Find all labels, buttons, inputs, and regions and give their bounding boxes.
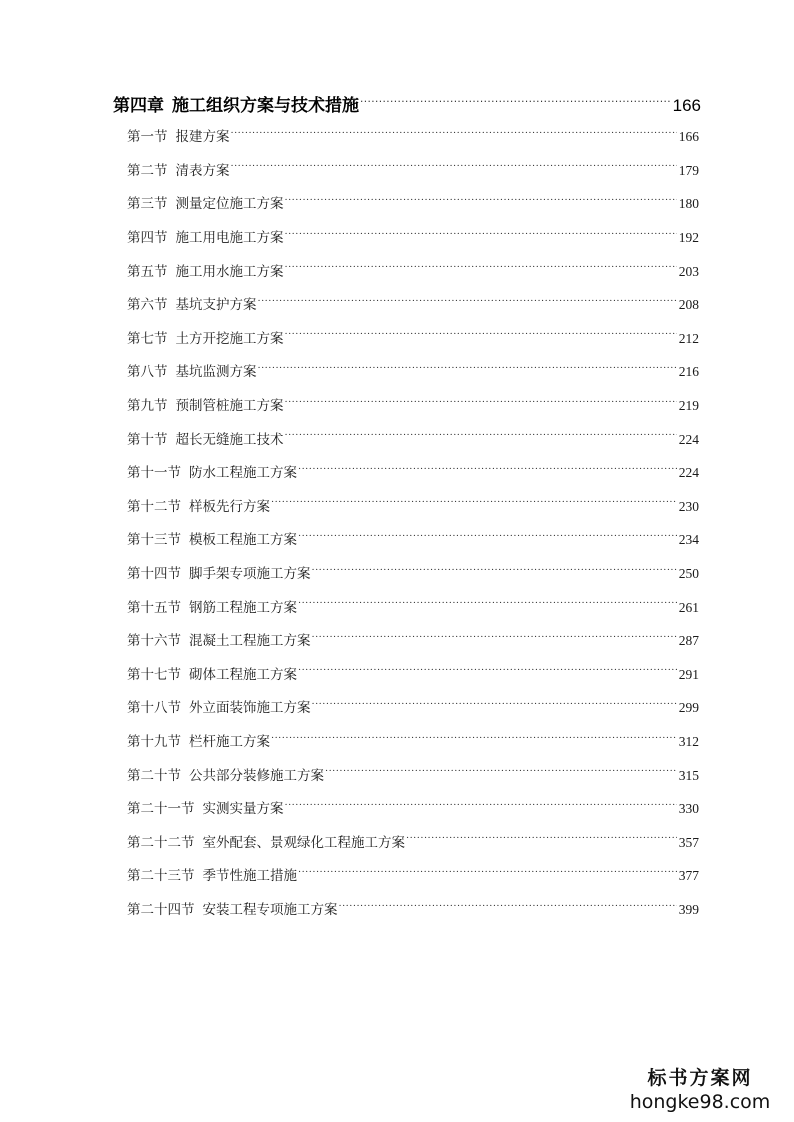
watermark-chinese-text: 标书方案网 (647, 1067, 753, 1089)
dot-leader (312, 629, 677, 645)
watermark-url-text: hongke98.com (629, 1091, 771, 1113)
toc-section-entry[interactable] (127, 898, 699, 920)
section-number: 第十二节 (127, 498, 181, 515)
toc-section-entry[interactable] (127, 293, 699, 315)
section-number: 第九节 (127, 397, 168, 414)
dot-leader (285, 427, 677, 443)
dot-leader (231, 125, 677, 141)
toc-section-entry[interactable] (127, 327, 699, 349)
section-number: 第二节 (127, 162, 168, 179)
section-page-number: 224 (678, 431, 699, 447)
section-title: 样板先行方案 (189, 498, 270, 515)
chapter-number: 第四章 (113, 96, 164, 117)
section-number: 第十三节 (127, 532, 181, 549)
section-number: 第二十一节 (127, 801, 195, 818)
toc-section-entry[interactable] (127, 192, 699, 214)
section-page-number: 315 (678, 767, 699, 783)
section-number: 第十七节 (127, 666, 181, 683)
toc-section-entry[interactable] (127, 427, 699, 449)
dot-leader (339, 898, 677, 914)
toc-section-entry[interactable] (127, 226, 699, 248)
section-page-number: 212 (678, 330, 699, 346)
chapter-page-number: 166 (672, 96, 701, 116)
chapter-title: 施工组织方案与技术措施 (172, 96, 359, 117)
dot-leader (360, 91, 671, 111)
section-page-number: 180 (678, 196, 699, 212)
dot-leader (271, 730, 677, 746)
section-title: 基坑监测方案 (175, 364, 257, 381)
section-page-number: 399 (678, 901, 699, 917)
section-page-number: 234 (678, 532, 699, 548)
section-page-number: 219 (678, 397, 699, 413)
section-title: 报建方案 (175, 129, 230, 146)
section-title: 公共部分装修施工方案 (189, 767, 324, 784)
site-watermark (620, 1066, 780, 1114)
toc-section-entry[interactable] (127, 394, 699, 416)
section-page-number: 208 (678, 297, 699, 313)
dot-leader (285, 394, 677, 410)
section-page-number: 357 (678, 834, 699, 850)
toc-section-entry[interactable] (127, 595, 699, 617)
dot-leader (285, 192, 677, 208)
section-number: 第二十四节 (127, 901, 195, 918)
section-number: 第三节 (127, 196, 168, 213)
section-title: 模板工程施工方案 (189, 532, 297, 549)
dot-leader (312, 696, 677, 712)
section-page-number: 216 (678, 364, 699, 380)
section-title: 砌体工程施工方案 (189, 666, 297, 683)
section-number: 第五节 (127, 263, 168, 280)
section-number: 第一节 (127, 129, 168, 146)
section-title: 测量定位施工方案 (175, 196, 284, 213)
section-title: 土方开挖施工方案 (175, 330, 284, 347)
dot-leader (258, 360, 677, 376)
section-number: 第十九节 (127, 733, 181, 750)
section-title: 季节性施工措施 (202, 868, 297, 885)
section-title: 施工用水施工方案 (175, 263, 284, 280)
section-page-number: 250 (678, 565, 699, 581)
section-title: 脚手架专项施工方案 (189, 565, 311, 582)
section-number: 第十六节 (127, 633, 181, 650)
section-page-number: 230 (678, 498, 699, 514)
dot-leader (298, 663, 677, 679)
dot-leader (298, 528, 677, 544)
section-page-number: 291 (678, 666, 699, 682)
section-number: 第二十二节 (127, 834, 195, 851)
section-title: 外立面装饰施工方案 (189, 700, 311, 717)
section-number: 第二十节 (127, 767, 181, 784)
section-title: 安装工程专项施工方案 (202, 901, 338, 918)
section-page-number: 299 (678, 700, 699, 716)
section-page-number: 166 (678, 129, 699, 145)
section-page-number: 192 (678, 229, 699, 245)
toc-section-entry[interactable] (127, 730, 699, 752)
dot-leader (271, 495, 677, 511)
section-page-number: 312 (678, 733, 699, 749)
section-number: 第十八节 (127, 700, 181, 717)
section-title: 预制管桩施工方案 (175, 397, 284, 414)
section-page-number: 203 (678, 263, 699, 279)
dot-leader (406, 831, 677, 847)
section-page-number: 377 (678, 868, 699, 884)
dot-leader (298, 595, 677, 611)
dot-leader (285, 259, 677, 275)
dot-leader (285, 226, 677, 242)
dot-leader (325, 763, 677, 779)
dot-leader (258, 293, 677, 309)
section-title: 超长无缝施工技术 (175, 431, 284, 448)
toc-section-entry[interactable] (127, 495, 699, 517)
toc-section-entry[interactable] (127, 763, 699, 785)
section-title: 栏杆施工方案 (189, 733, 270, 750)
section-title: 混凝土工程施工方案 (189, 633, 311, 650)
section-number: 第六节 (127, 297, 168, 314)
dot-leader (298, 461, 677, 477)
dot-leader (285, 797, 677, 813)
section-number: 第十节 (127, 431, 168, 448)
toc-section-entry[interactable] (127, 360, 699, 382)
section-page-number: 261 (678, 599, 699, 615)
section-title: 钢筋工程施工方案 (189, 599, 297, 616)
dot-leader (285, 327, 677, 343)
section-title: 防水工程施工方案 (189, 465, 297, 482)
dot-leader (231, 159, 677, 175)
section-number: 第八节 (127, 364, 168, 381)
section-number: 第四节 (127, 229, 168, 246)
section-title: 清表方案 (175, 162, 230, 179)
toc-section-entry[interactable] (127, 797, 699, 819)
section-number: 第十四节 (127, 565, 181, 582)
dot-leader (312, 562, 677, 578)
toc-section-entry[interactable] (127, 696, 699, 718)
toc-section-entry[interactable] (127, 831, 699, 853)
section-page-number: 179 (678, 162, 699, 178)
section-title: 基坑支护方案 (175, 297, 257, 314)
toc-section-entry[interactable] (127, 562, 699, 584)
toc-section-entry[interactable] (127, 663, 699, 685)
section-page-number: 330 (678, 801, 699, 817)
toc-section-entry[interactable] (127, 528, 699, 550)
toc-section-entry[interactable] (127, 159, 699, 181)
section-number: 第十五节 (127, 599, 181, 616)
toc-section-entry[interactable] (127, 629, 699, 651)
dot-leader (298, 864, 677, 880)
section-title: 实测实量方案 (202, 801, 284, 818)
toc-section-entry[interactable] (127, 461, 699, 483)
toc-chapter-entry[interactable] (113, 91, 701, 118)
section-number: 第二十三节 (127, 868, 195, 885)
section-title: 施工用电施工方案 (175, 229, 284, 246)
section-number: 第七节 (127, 330, 168, 347)
section-title: 室外配套、景观绿化工程施工方案 (202, 834, 405, 851)
toc-section-entry[interactable] (127, 125, 699, 147)
section-page-number: 224 (678, 465, 699, 481)
section-page-number: 287 (678, 633, 699, 649)
toc-section-entry[interactable] (127, 259, 699, 281)
section-number: 第十一节 (127, 465, 181, 482)
toc-section-entry[interactable] (127, 864, 699, 886)
